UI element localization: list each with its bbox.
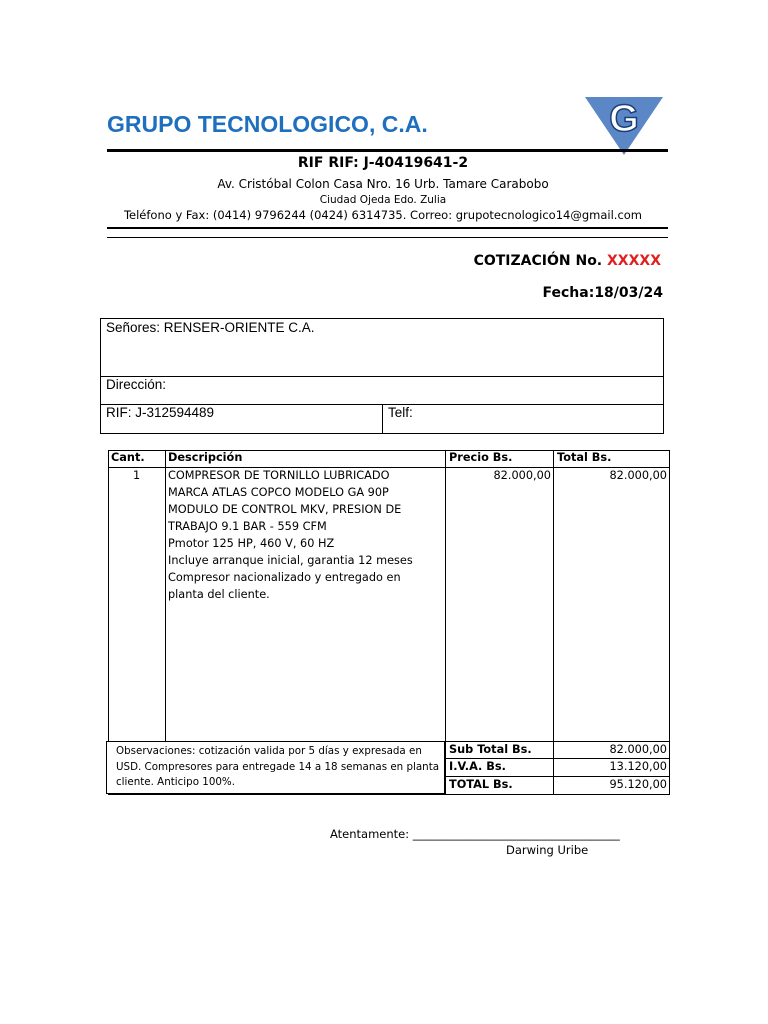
row-desc-line: Pmotor 125 HP, 460 V, 60 HZ (168, 537, 335, 550)
header-desc: Descripción (168, 451, 243, 464)
client-name: Señores: RENSER-ORIENTE C.A. (106, 320, 315, 335)
row-price: 82.000,00 (493, 469, 551, 482)
totals-divider-top (445, 741, 670, 742)
row-desc-line: MODULO DE CONTROL MKV, PRESION DE (168, 503, 402, 516)
iva-value: 13.120,00 (609, 760, 667, 773)
signature-line: Atentamente: ____________________________________ (330, 827, 620, 841)
quote-title (474, 253, 661, 269)
row-desc-line: Compresor nacionalizado y entregado en (168, 571, 401, 584)
client-divider-1 (100, 376, 664, 377)
header-rule-1 (107, 227, 668, 229)
header-cant: Cant. (111, 451, 145, 464)
company-city: Ciudad Ojeda Edo. Zulia (319, 194, 447, 206)
totals-divider-1 (445, 758, 670, 759)
signer-name: Darwing Uribe (506, 843, 589, 857)
col-divider-price (553, 450, 554, 795)
items-header-divider (108, 467, 670, 468)
client-rif: RIF: J-312594489 (106, 405, 215, 420)
row-desc-line: planta del cliente. (168, 588, 270, 601)
company-rif: RIF RIF: J-40419641-2 (297, 155, 469, 171)
row-total: 82.000,00 (609, 469, 667, 482)
row-desc-line: TRABAJO 9.1 BAR - 559 CFM (168, 520, 327, 533)
company-address: Av. Cristóbal Colon Casa Nro. 16 Urb. Tamare Carabobo (217, 177, 549, 191)
client-phone-label: Telf: (388, 405, 413, 420)
row-desc-line: COMPRESOR DE TORNILLO LUBRICADO (168, 469, 390, 482)
row-desc-line: MARCA ATLAS COPCO MODELO GA 90P (168, 486, 389, 499)
totals-divider-2 (445, 776, 670, 777)
quote-title-label: COTIZACIÓN No. (473, 253, 603, 269)
observations: Observaciones: cotización valida por 5 días y expresada en USD. Compresores para entregade 14 a 18 semanas en planta cliente. Anticipo 100%. (106, 741, 445, 794)
header-price: Precio Bs. (449, 451, 513, 464)
header-rule-2 (107, 237, 668, 238)
total-label: TOTAL Bs. (449, 778, 513, 791)
row-desc-line: Incluye arranque inicial, garantia 12 meses (168, 554, 413, 567)
subtotal-value: 82.000,00 (609, 743, 667, 756)
company-logo-icon (585, 97, 663, 155)
header-top-rule (107, 149, 668, 152)
quote-number: XXXXX (607, 253, 661, 269)
total-value: 95.120,00 (609, 778, 667, 791)
row-cant: 1 (133, 469, 141, 482)
subtotal-label: Sub Total Bs. (449, 743, 532, 756)
client-divider-3 (382, 404, 383, 434)
logo-letter: G (609, 98, 639, 140)
col-divider-desc (445, 450, 446, 795)
col-divider-cant (165, 450, 166, 741)
company-name: GRUPO TECNOLOGICO, C.A. (107, 111, 428, 137)
header-total: Total Bs. (557, 451, 612, 464)
client-address-label: Dirección: (106, 377, 167, 392)
quote-date: Fecha:18/03/24 (542, 285, 663, 301)
iva-label: I.V.A. Bs. (449, 760, 506, 773)
company-contact: Teléfono y Fax: (0414) 9796244 (0424) 6314735. Correo: grupotecnologico14@gmail.com (123, 208, 643, 222)
